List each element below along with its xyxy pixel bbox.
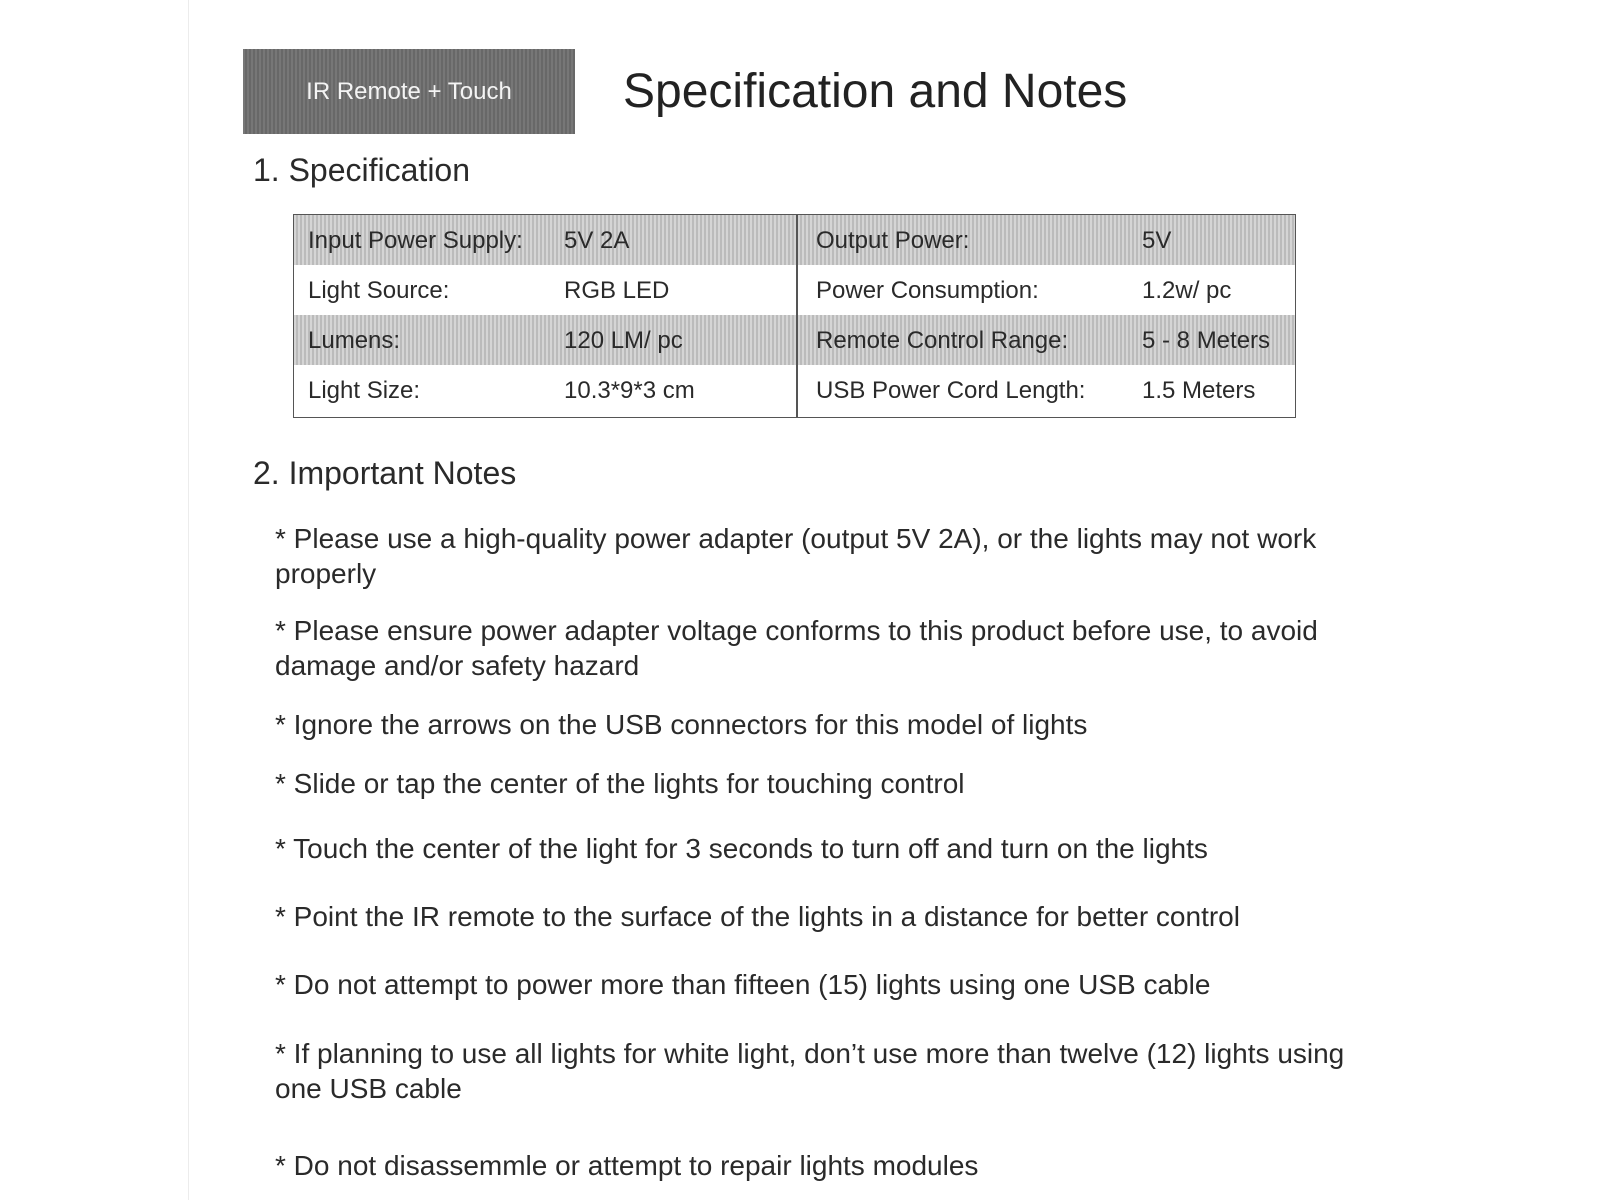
note-item: * Slide or tap the center of the lights for touching control bbox=[275, 768, 965, 799]
specification-heading: 1. Specification bbox=[253, 152, 471, 188]
table-row bbox=[294, 315, 1295, 365]
spec-value: 120 LM/ pc bbox=[564, 327, 683, 354]
spec-value: 5V 2A bbox=[564, 227, 630, 254]
spec-label: Lumens: bbox=[308, 327, 401, 354]
table-column-divider bbox=[796, 215, 798, 417]
table-row bbox=[294, 365, 1295, 415]
table-row bbox=[294, 215, 1295, 265]
spec-label: Power Consumption: bbox=[816, 277, 1039, 304]
note-item: * If planning to use all lights for white light, don’t use more than twelve (12) lights using one USB cable bbox=[275, 1038, 1345, 1104]
note-item: * Touch the center of the light for 3 seconds to turn off and turn on the lights bbox=[275, 833, 1208, 864]
note-item: * Please ensure power adapter voltage conforms to this product before use, to avoid damage and/or safety hazard bbox=[275, 615, 1318, 681]
note-item: * Do not disassemmle or attempt to repair lights modules bbox=[275, 1150, 979, 1181]
notes-heading: 2. Important Notes bbox=[253, 455, 517, 491]
note-item: * Please use a high-quality power adapter (output 5V 2A), or the lights may not work properly bbox=[275, 523, 1317, 589]
spec-value: RGB LED bbox=[564, 277, 670, 304]
page-title: Specification and Notes bbox=[623, 65, 1128, 118]
spec-label: Light Size: bbox=[308, 377, 421, 404]
spec-label: Input Power Supply: bbox=[308, 227, 523, 254]
product-badge-label: IR Remote + Touch bbox=[306, 77, 512, 105]
spec-label: Output Power: bbox=[816, 227, 970, 254]
spec-value: 10.3*9*3 cm bbox=[564, 377, 695, 404]
spec-label: Light Source: bbox=[308, 277, 450, 304]
page-edge-line bbox=[188, 0, 189, 1200]
product-badge bbox=[243, 49, 575, 134]
spec-label: USB Power Cord Length: bbox=[816, 377, 1086, 404]
note-item: * Point the IR remote to the surface of the lights in a distance for better control bbox=[275, 901, 1240, 932]
spec-value: 5V bbox=[1142, 227, 1172, 254]
spec-value: 1.2w/ pc bbox=[1142, 277, 1232, 304]
table-row bbox=[294, 265, 1295, 315]
spec-value: 1.5 Meters bbox=[1142, 377, 1256, 404]
specification-table bbox=[293, 214, 1296, 418]
note-item: * Do not attempt to power more than fifteen (15) lights using one USB cable bbox=[275, 969, 1211, 1000]
note-item: * Ignore the arrows on the USB connectors for this model of lights bbox=[275, 709, 1088, 740]
spec-label: Remote Control Range: bbox=[816, 327, 1069, 354]
spec-value: 5 - 8 Meters bbox=[1142, 327, 1271, 354]
